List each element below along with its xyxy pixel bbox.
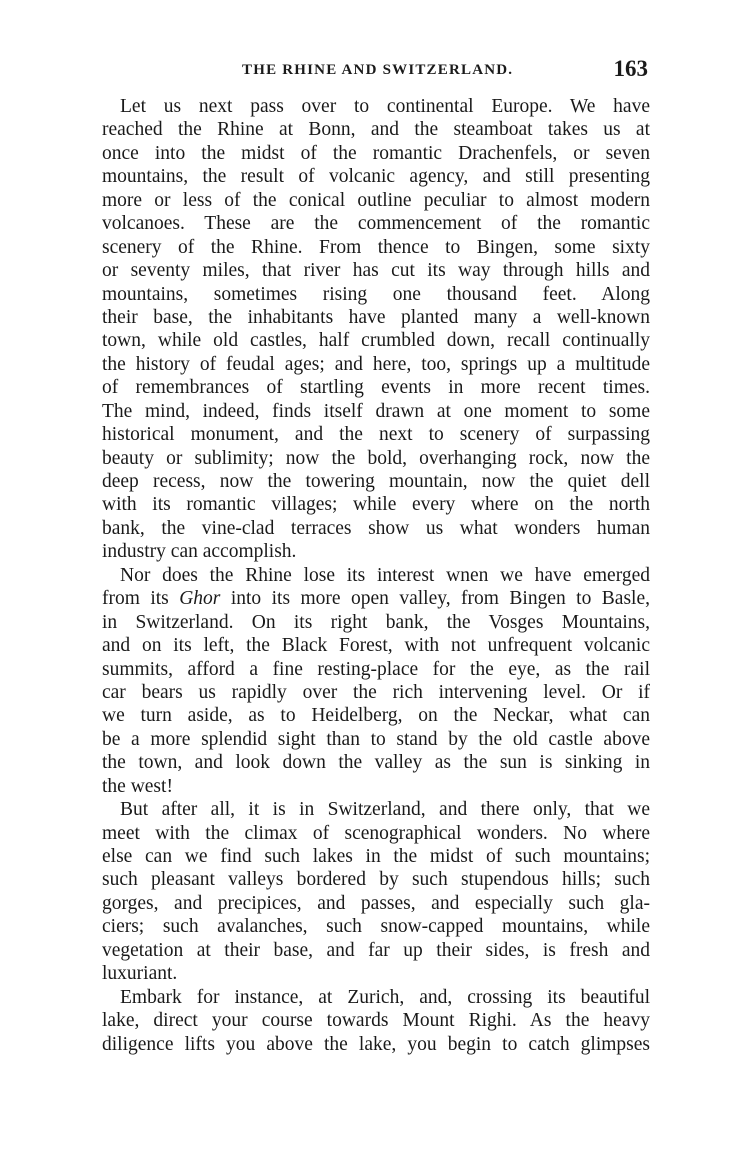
- paragraph-2: [102, 564, 650, 798]
- text-line: beauty or sublimity; now the bold, overhanging rock, now the: [102, 447, 650, 469]
- text-segment: from its: [102, 588, 180, 610]
- text-line: the west!: [102, 775, 173, 797]
- running-head: THE RHINE AND SWITZERLAND.: [242, 62, 514, 78]
- text-line: their base, the inhabitants have planted many a well-known: [102, 306, 650, 328]
- text-line: with its romantic villages; while every where on the north: [102, 494, 650, 516]
- body-text: [102, 95, 650, 1056]
- text-line: deep recess, now the towering mountain, now the quiet dell: [102, 471, 650, 492]
- text-line: Let us next pass over to continental Europe. We have: [120, 96, 650, 117]
- text-line: of remembrances of startling events in more recent times.: [102, 377, 650, 399]
- text-line: But after all, it is in Switzerland, and there only, that we: [120, 799, 650, 821]
- text-line-with-italic: [102, 587, 650, 610]
- text-line: vegetation at their base, and far up their sides, is fresh and: [102, 939, 650, 961]
- text-line: scenery of the Rhine. From thence to Bingen, some sixty: [102, 236, 650, 258]
- text-line: more or less of the conical outline peculiar to almost modern: [102, 189, 650, 211]
- text-line: gorges, and precipices, and passes, and especially such gla-: [102, 892, 650, 914]
- text-line: diligence lifts you above the lake, you begin to catch glimpses: [102, 1033, 650, 1055]
- text-line: car bears us rapidly over the rich intervening level. Or if: [102, 681, 650, 703]
- text-line: The mind, indeed, finds itself drawn at one moment to some: [102, 400, 650, 422]
- text-line: historical monument, and the next to scenery of surpassing: [102, 424, 650, 446]
- text-line: and on its left, the Black Forest, with not unfrequent volcanic: [102, 635, 650, 657]
- paragraph-4: [102, 986, 650, 1056]
- text-line: summits, afford a fine resting-place for the eye, as the rail: [102, 658, 650, 680]
- page-number: 163: [613, 56, 648, 81]
- paragraph-3: [102, 798, 650, 986]
- text-line: reached the Rhine at Bonn, and the steamboat takes us at: [102, 119, 650, 141]
- text-line: volcanoes. These are the commencement of the romantic: [102, 213, 650, 235]
- text-line: bank, the vine-clad terraces show us what wonders human: [102, 517, 650, 539]
- text-line: be a more splendid sight than to stand by the old castle above: [102, 728, 650, 750]
- text-line: we turn aside, as to Heidelberg, on the Neckar, what can: [102, 705, 650, 727]
- paragraph-1: [102, 95, 650, 564]
- text-segment: into its more open valley, from Bingen to Basle,: [230, 588, 650, 610]
- text-line: the history of feudal ages; and here, too, springs up a multitude: [102, 353, 650, 375]
- text-line: the town, and look down the valley as the sun is sinking in: [102, 752, 650, 774]
- text-line: town, while old castles, half crumbled down, recall continually: [102, 330, 650, 352]
- text-line: else can we find such lakes in the midst of such mountains;: [102, 846, 650, 867]
- text-line: lake, direct your course towards Mount Righi. As the heavy: [102, 1010, 650, 1032]
- text-line: Nor does the Rhine lose its interest wnen we have emerged: [120, 564, 650, 586]
- text-line: ciers; such avalanches, such snow-capped mountains, while: [102, 916, 650, 938]
- text-line: luxuriant.: [102, 963, 178, 985]
- text-line: Embark for instance, at Zurich, and, crossing its beautiful: [120, 986, 650, 1008]
- page-header: [102, 56, 650, 86]
- text-line: mountains, sometimes rising one thousand feet. Along: [102, 283, 650, 305]
- text-line: mountains, the result of volcanic agency, and still presenting: [102, 166, 650, 188]
- italic-term: Ghor: [179, 588, 221, 610]
- text-line: industry can accomplish.: [102, 541, 297, 563]
- text-line: once into the midst of the romantic Drachenfels, or seven: [102, 142, 650, 164]
- text-line: in Switzerland. On its right bank, the Vosges Mountains,: [102, 611, 650, 633]
- text-line: meet with the climax of scenographical wonders. No where: [102, 822, 650, 844]
- text-line: or seventy miles, that river has cut its way through hills and: [102, 260, 650, 282]
- text-line: such pleasant valleys bordered by such stupendous hills; such: [102, 869, 650, 891]
